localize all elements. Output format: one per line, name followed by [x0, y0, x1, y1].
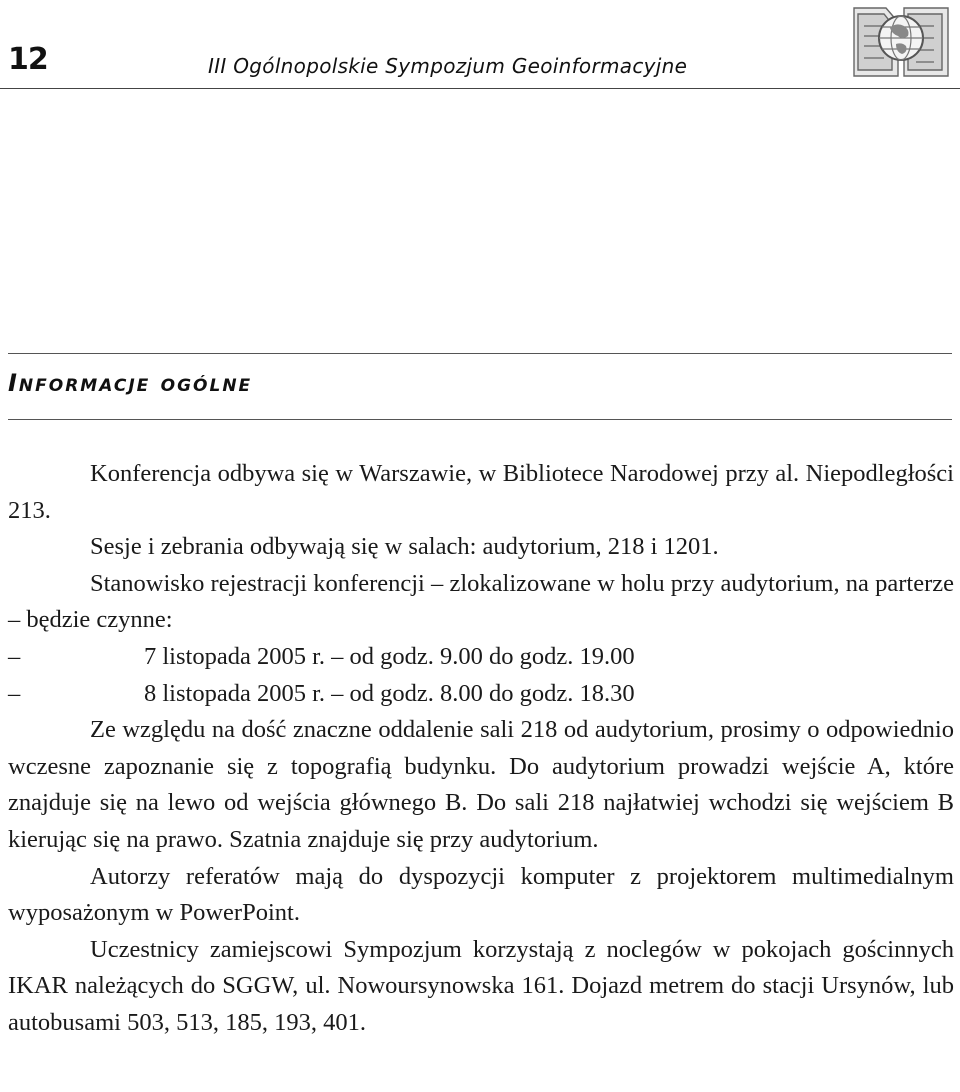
paragraph-directions: Ze względu na dość znaczne oddalenie sali 218 od audytorium, prosimy o odpowiednio wczesne zapoznanie się z topografią budynku. Do audytorium prowadzi wejście A, które znajduje się na lewo od wejścia głównego B. Do sali 218 najłatwiej wchodzi się wejściem B kierując się na prawo. Szatnia znajduje się przy audytorium.	[8, 716, 954, 853]
schedule-item	[8, 639, 954, 676]
paragraph-equipment: Autorzy referatów mają do dyspozycji komputer z projektorem multimedialnym wyposażonym w PowerPoint.	[8, 862, 954, 927]
schedule-text: 8 listopada 2005 r. – od godz. 8.00 do godz. 18.30	[144, 679, 635, 707]
dash-marker: –	[8, 679, 21, 707]
dash-marker: –	[8, 642, 21, 670]
paragraph-registration: Stanowisko rejestracji konferencji – zlokalizowane w holu przy audytorium, na parterze – będzie czynne:	[8, 569, 954, 634]
paragraph-location: Konferencja odbywa się w Warszawie, w Bibliotece Narodowej przy al. Niepodległości 213.	[8, 460, 954, 524]
paragraph-accommodation: Uczestnicy zamiejscowi Sympozjum korzystają z noclegów w pokojach gościnnych IKAR należących do SGGW, ul. Nowoursynowska 161. Dojazd metrem do stacji Ursynów, lub autobusami 503, 513, 185, 193, 401.	[8, 935, 954, 1036]
page-number: 12	[8, 42, 48, 77]
paragraph-rooms: Sesje i zebrania odbywają się w salach: audytorium, 218 i 1201.	[90, 533, 719, 561]
running-title: III Ogólnopolskie Sympozjum Geoinformacyjne	[208, 54, 688, 78]
schedule-item	[8, 676, 954, 713]
section-divider-top	[8, 353, 952, 354]
header-divider	[0, 88, 960, 89]
body-text	[8, 456, 954, 1042]
globe-emblem-icon	[846, 2, 956, 82]
schedule-text: 7 listopada 2005 r. – od godz. 9.00 do godz. 19.00	[144, 642, 635, 670]
section-divider-bottom	[8, 419, 952, 420]
page-header	[0, 0, 960, 90]
section-heading: Informacje ogólne	[8, 369, 253, 397]
